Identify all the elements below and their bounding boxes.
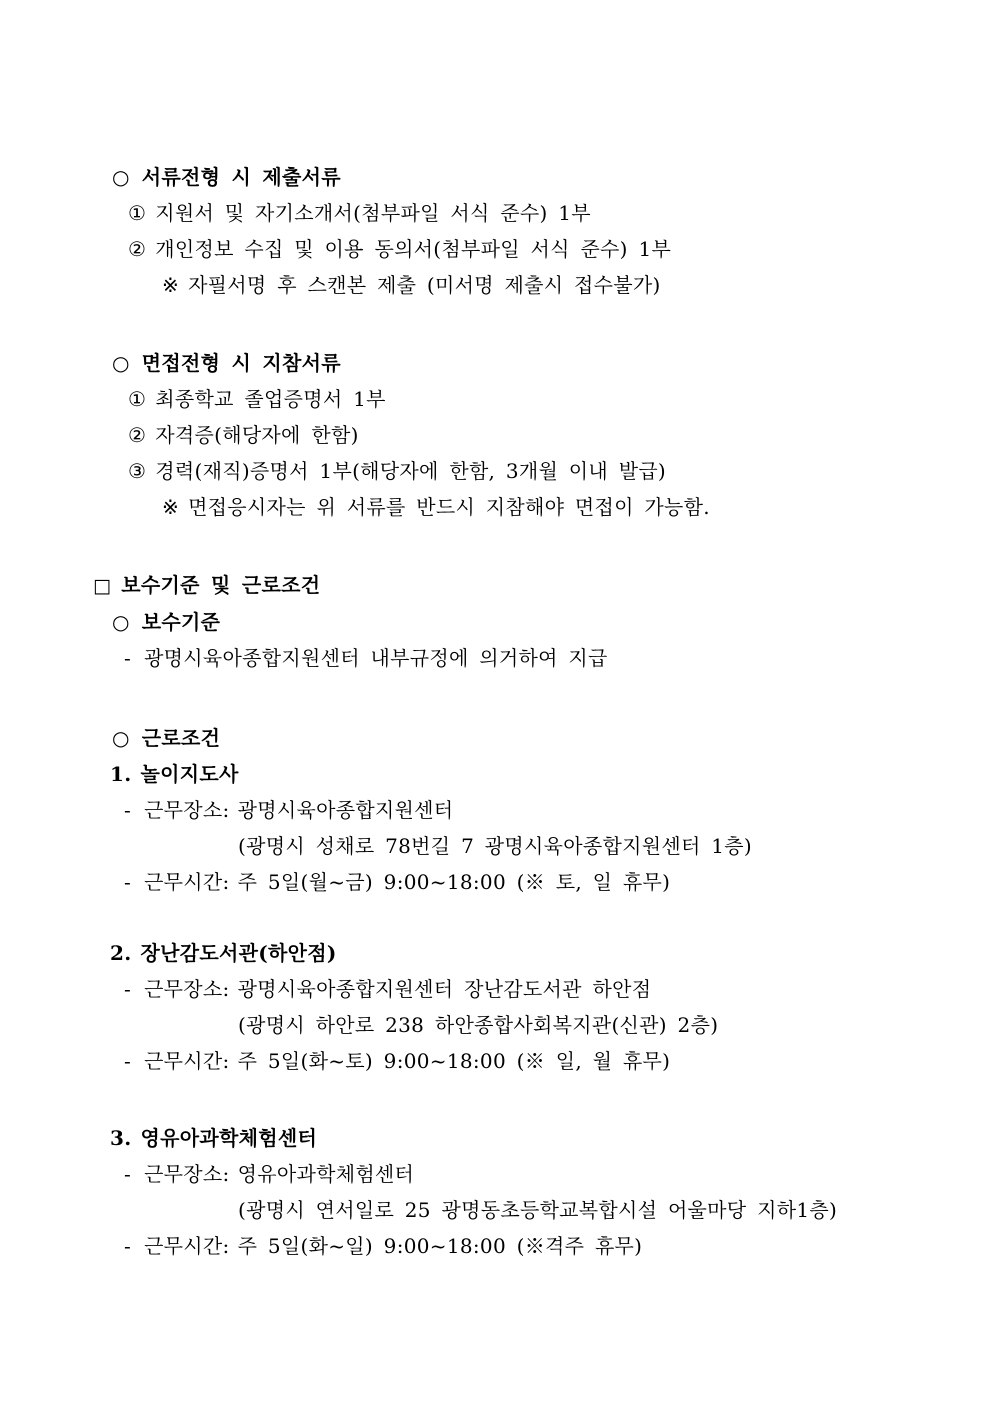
worktime-label: 근무시간:: [144, 870, 230, 894]
job-3-address: [0, 1192, 992, 1228]
paywork-section-heading: [0, 567, 992, 604]
submit-section-heading: [0, 159, 992, 195]
submit-item-2-text: 개인정보 수집 및 이용 동의서(첨부파일 서식 준수) 1부: [155, 237, 672, 261]
address-text: (광명시 연서일로 25 광명동초등학교복합시설 어울마당 지하1층): [238, 1198, 838, 1222]
job-1-name: 놀이지도사: [140, 762, 239, 786]
circled-number-icon: ②: [128, 237, 147, 261]
dash-bullet-icon: -: [124, 646, 132, 670]
dash-bullet-icon: -: [124, 1049, 132, 1073]
dash-bullet-icon: -: [124, 870, 132, 894]
reference-mark-icon: ※: [162, 273, 180, 297]
pay-detail: [0, 640, 992, 676]
job-1-address: [0, 828, 992, 864]
interview-item-3-text: 경력(재직)증명서 1부(해당자에 한함, 3개월 이내 발급): [155, 459, 667, 483]
job-3-name: 영유아과학체험센터: [140, 1126, 318, 1150]
circle-bullet-icon: ○: [112, 351, 130, 375]
work-heading: [0, 720, 992, 756]
circled-number-icon: ②: [128, 423, 147, 447]
pay-title: 보수기준: [141, 610, 221, 634]
job-number: 2.: [110, 941, 132, 965]
interview-item-1: [0, 381, 992, 417]
workplace-label: 근무장소:: [144, 798, 230, 822]
interview-note-text: 면접응시자는 위 서류를 반드시 지참해야 면접이 가능함.: [188, 495, 710, 519]
workplace-label: 근무장소:: [144, 1162, 230, 1186]
job-3-worktime: [0, 1228, 992, 1264]
submit-item-1: [0, 195, 992, 231]
interview-item-3: [0, 453, 992, 489]
worktime-value: 주 5일(화~토) 9:00~18:00 (※ 일, 월 휴무): [237, 1049, 671, 1073]
job-2-address: [0, 1007, 992, 1043]
interview-item-2: [0, 417, 992, 453]
worktime-label: 근무시간:: [144, 1234, 230, 1258]
job-play-instructor: [0, 756, 992, 900]
interview-note: [0, 489, 992, 525]
job-science-center: [0, 1120, 992, 1264]
address-text: (광명시 하안로 238 하안종합사회복지관(신관) 2층): [238, 1013, 719, 1037]
job-1-worktime: [0, 864, 992, 900]
job-2-name: 장난감도서관(하안점): [140, 941, 337, 965]
pay-heading: [0, 604, 992, 640]
dash-bullet-icon: -: [124, 1162, 132, 1186]
circled-number-icon: ①: [128, 201, 147, 225]
interview-item-2-text: 자격증(해당자에 한함): [155, 423, 359, 447]
job-3-heading: [0, 1120, 992, 1156]
circle-bullet-icon: ○: [112, 726, 130, 750]
interview-section-heading: [0, 345, 992, 381]
workplace-value: 광명시육아종합지원센터 장난감도서관 하안점: [237, 977, 652, 1001]
work-title: 근로조건: [141, 726, 221, 750]
submit-item-2: [0, 231, 992, 267]
job-2-heading: [0, 935, 992, 971]
submit-section-title: 서류전형 시 제출서류: [141, 165, 341, 189]
interview-item-1-text: 최종학교 졸업증명서 1부: [155, 387, 386, 411]
submit-note-text: 자필서명 후 스캔본 제출 (미서명 제출시 접수불가): [188, 273, 661, 297]
submit-note: [0, 267, 992, 303]
square-bullet-icon: □: [93, 575, 112, 597]
circled-number-icon: ③: [128, 459, 147, 483]
job-toy-library: [0, 935, 992, 1079]
job-2-workplace: [0, 971, 992, 1007]
job-1-workplace: [0, 792, 992, 828]
job-number: 3.: [110, 1126, 132, 1150]
address-text: (광명시 성채로 78번길 7 광명시육아종합지원센터 1층): [238, 834, 752, 858]
circle-bullet-icon: ○: [112, 610, 130, 634]
dash-bullet-icon: -: [124, 798, 132, 822]
submit-item-1-text: 지원서 및 자기소개서(첨부파일 서식 준수) 1부: [155, 201, 591, 225]
section-pay-and-work: [0, 567, 992, 676]
pay-detail-text: 광명시육아종합지원센터 내부규정에 의거하여 지급: [144, 646, 608, 670]
dash-bullet-icon: -: [124, 977, 132, 1001]
job-3-workplace: [0, 1156, 992, 1192]
interview-section-title: 면접전형 시 지참서류: [141, 351, 341, 375]
paywork-section-title: 보수기준 및 근로조건: [121, 573, 321, 597]
job-1-heading: [0, 756, 992, 792]
worktime-value: 주 5일(월~금) 9:00~18:00 (※ 토, 일 휴무): [237, 870, 671, 894]
dash-bullet-icon: -: [124, 1234, 132, 1258]
section-submit-documents: [0, 159, 992, 303]
workplace-value: 영유아과학체험센터: [237, 1162, 415, 1186]
reference-mark-icon: ※: [162, 495, 180, 519]
section-interview-documents: [0, 345, 992, 525]
job-number: 1.: [110, 762, 132, 786]
worktime-value: 주 5일(화~일) 9:00~18:00 (※격주 휴무): [237, 1234, 643, 1258]
circled-number-icon: ①: [128, 387, 147, 411]
worktime-label: 근무시간:: [144, 1049, 230, 1073]
job-2-worktime: [0, 1043, 992, 1079]
workplace-label: 근무장소:: [144, 977, 230, 1001]
workplace-value: 광명시육아종합지원센터: [237, 798, 454, 822]
circle-bullet-icon: ○: [112, 165, 130, 189]
section-work-conditions: [0, 720, 992, 1264]
